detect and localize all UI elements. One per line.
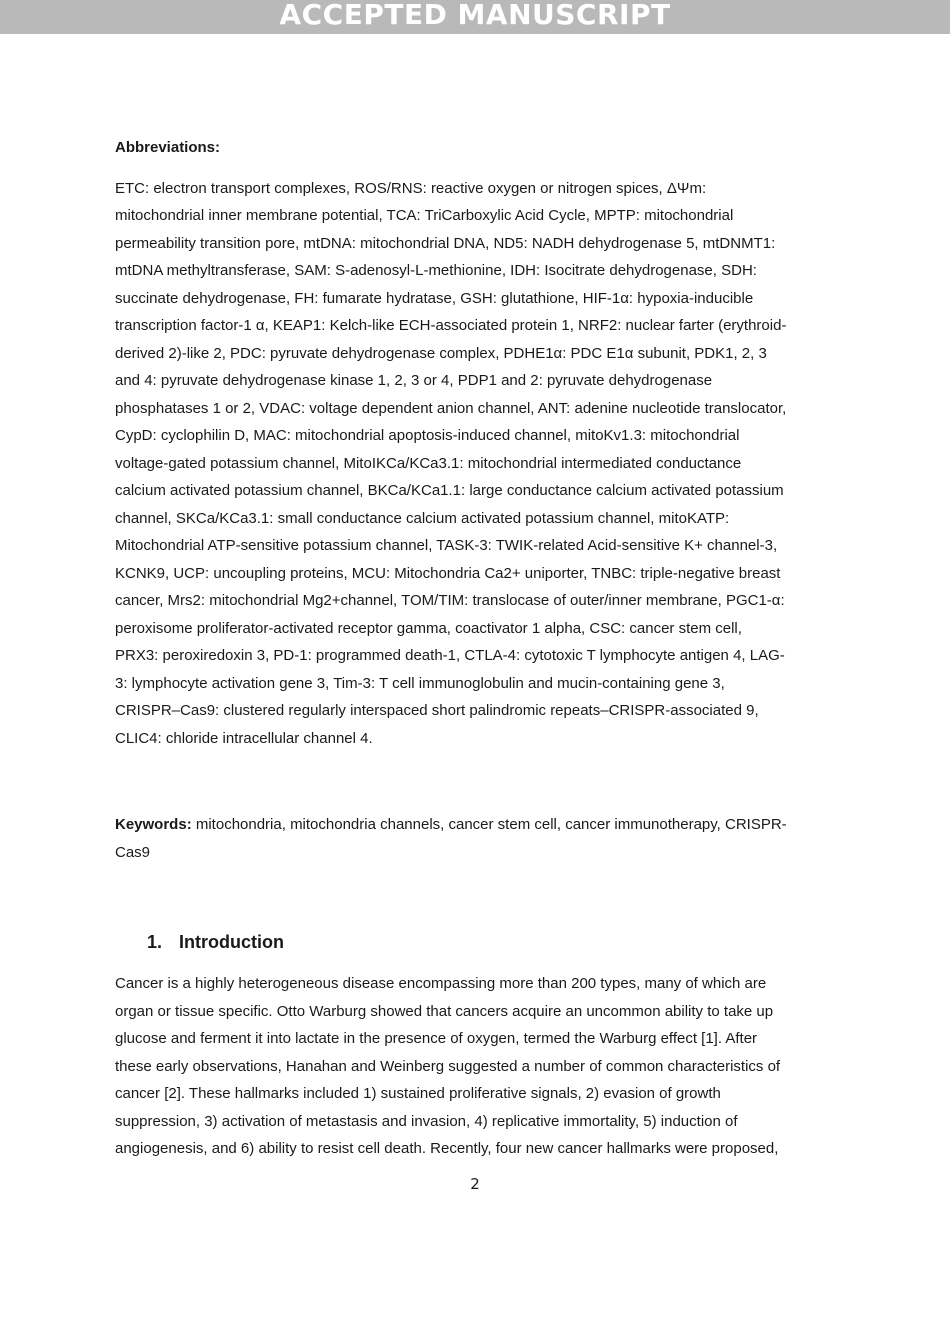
keywords-label: Keywords: [115,816,192,833]
section-heading-introduction [147,928,837,956]
abbreviations-heading: Abbreviations: [115,139,221,156]
accepted-manuscript-banner [0,0,950,34]
introduction-body: Cancer is a highly heterogeneous disease encompassing more than 200 types, many of which are organ or tissue specific. Otto Warburg showed that cancers acquire an uncommon ability to take up glucose and ferment it into lactate in the presence of oxygen, termed the Warburg effect [1]. After these early observations, Hanahan and Weinberg suggested a number of common characteristics of cancer [2]. These hallmarks included 1) sustained proliferative signals, 2) evasion of growth suppression, 3) activation of metastasis and invasion, 4) replicative immortality, 5) induction of angiogenesis, and 6) ability to resist cell death. Recently, four new cancer hallmarks were proposed, [115,975,781,1157]
abbreviations-body: ETC: electron transport complexes, ROS/RNS: reactive oxygen or nitrogen spices, ΔΨm: mitochondrial inner membrane potential, TCA: TriCarboxylic Acid Cycle, MPTP: mitochondrial permeability transition pore, mtDNA: mitochondrial DNA, ND5: NADH dehydrogenase 5, mtDNMT1: mtDNA methyltransferase, SAM: S-adenosyl-L-methionine, IDH: Isocitrate dehydrogenase, SDH: succinate dehydrogenase, FH: fumarate hydratase, GSH: glutathione, HIF-1α: hypoxia-inducible transcription factor-1 α, KEAP1: Kelch-like ECH-associated protein 1, NRF2: nuclear farter (erythroid- derived 2)-like 2, PDC: pyruvate dehydrogenase complex, PDHE1α: PDC E1α subunit, PDK1, 2, 3 and 4: pyruvate dehydrogenase kinase 1, 2, 3 or 4, PDP1 and 2: pyruvate dehydrogenase phosphatases 1 or 2, VDAC: voltage dependent anion channel, ANT: adenine nucleotide translocator, CypD: cyclophilin D, MAC: mitochondrial apoptosis-induced channel, mitoKv1.3: mitochondrial voltage-gated potassium channel, MitoIKCa/KCa3.1: mitochondrial intermediated conductance calcium activated potassium channel, BKCa/KCa1.1: large conductance calcium activated potassium channel, SKCa/KCa3.1: small conductance calcium activated potassium channel, mitoKATP: Mitochondrial ATP-sensitive potassium channel, TASK-3: TWIK-related Acid-sensitive K+ channel-3, KCNK9, UCP: uncoupling proteins, MCU: Mitochondria Ca2+ uniporter, TNBC: triple-negative breast cancer, Mrs2: mitochondrial Mg2+channel, TOM/TIM: translocase of outer/inner membrane, PGC1-α: peroxisome proliferator-activated receptor gamma, coactivator 1 alpha, CSC: cancer stem cell, PRX3: peroxiredoxin 3, PD-1: programmed death-1, CTLA-4: cytotoxic T lymphocyte antigen 4, LAG- 3: lymphocyte activation gene 3, Tim-3: T cell immunoglobulin and mucin-containing gene 3, CRISPR–Cas9: clustered regularly interspaced short palindromic repeats–CRISPR-associated 9, CLIC4: chloride intracellular channel 4. [115,179,787,747]
page-number: 2 [470,1175,480,1193]
banner-text: ACCEPTED MANUSCRIPT [279,0,671,31]
section-title: Introduction [179,932,284,952]
page-content [115,134,837,1163]
keywords-paragraph [115,811,837,866]
section-number: 1. [147,932,163,952]
keywords-text: mitochondria, mitochondria channels, cancer stem cell, cancer immunotherapy, CRISPR- Cas9 [115,816,787,861]
